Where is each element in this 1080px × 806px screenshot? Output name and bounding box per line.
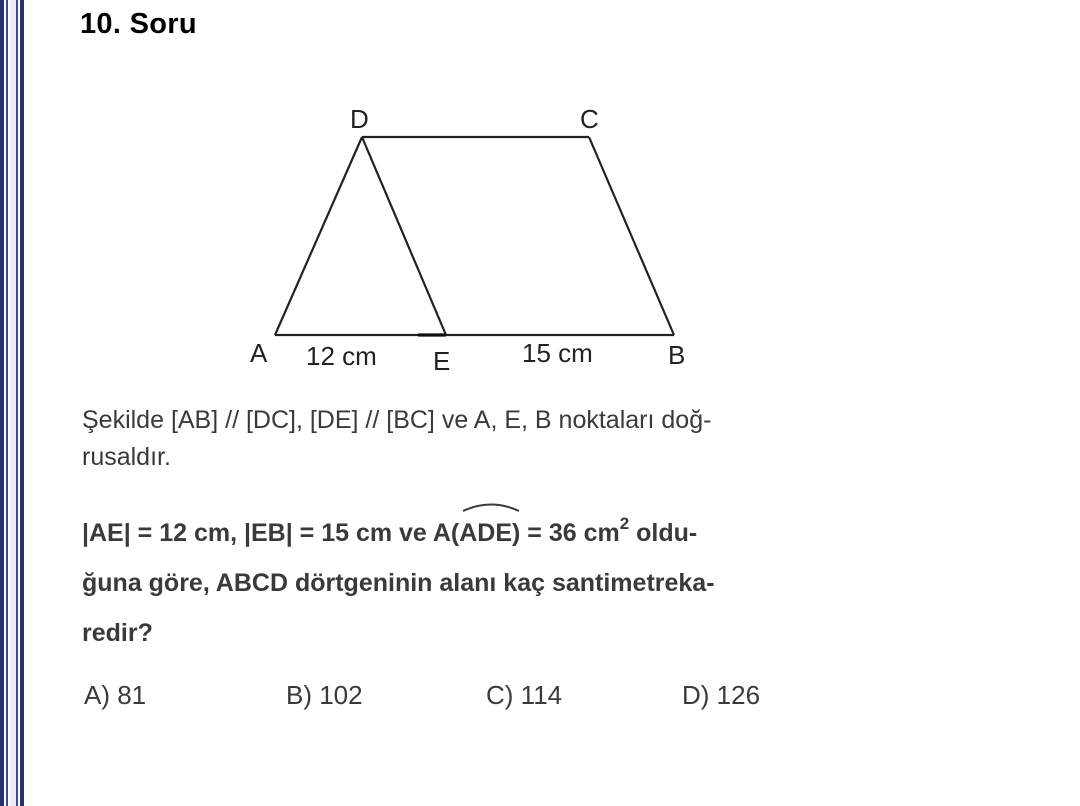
- question-line-2: ğuna göre, ABCD dörtgeninin alanı kaç santimetreka-: [82, 569, 715, 597]
- option-b[interactable]: B) 102: [286, 680, 363, 710]
- question-line-3: redir?: [82, 619, 153, 647]
- segment-bc: [589, 137, 674, 335]
- superscript-2: 2: [619, 513, 630, 533]
- segment-de: [362, 137, 446, 335]
- question-text: [82, 508, 902, 658]
- angle-hat-icon: [461, 502, 521, 512]
- option-c[interactable]: C) 114: [486, 680, 563, 710]
- statement-line-1: Şekilde [AB] // [DC], [DE] // [BC] ve A, E, B noktaları doğ-: [82, 406, 712, 434]
- question-title: 10. Soru: [80, 8, 197, 40]
- label-c: C: [580, 104, 599, 134]
- label-d: D: [350, 104, 369, 134]
- angle-ade: ADE: [459, 508, 512, 558]
- label-e: E: [433, 346, 451, 376]
- label-a: A: [250, 338, 268, 368]
- question-line-1: |AE| = 12 cm, |EB| = 15 cm ve A( ADE) = 36 $cm^2$ oldu-: [82, 508, 902, 558]
- label-b: B: [668, 340, 686, 370]
- option-a[interactable]: A) 81: [84, 680, 147, 710]
- statement-line-2: rusaldır.: [82, 443, 171, 471]
- problem-statement: [82, 402, 902, 476]
- segment-ad: [275, 137, 362, 335]
- label-ae-length: 12 cm: [306, 341, 377, 371]
- option-d[interactable]: D) 126: [682, 680, 761, 710]
- label-eb-length: 15 cm: [522, 338, 593, 368]
